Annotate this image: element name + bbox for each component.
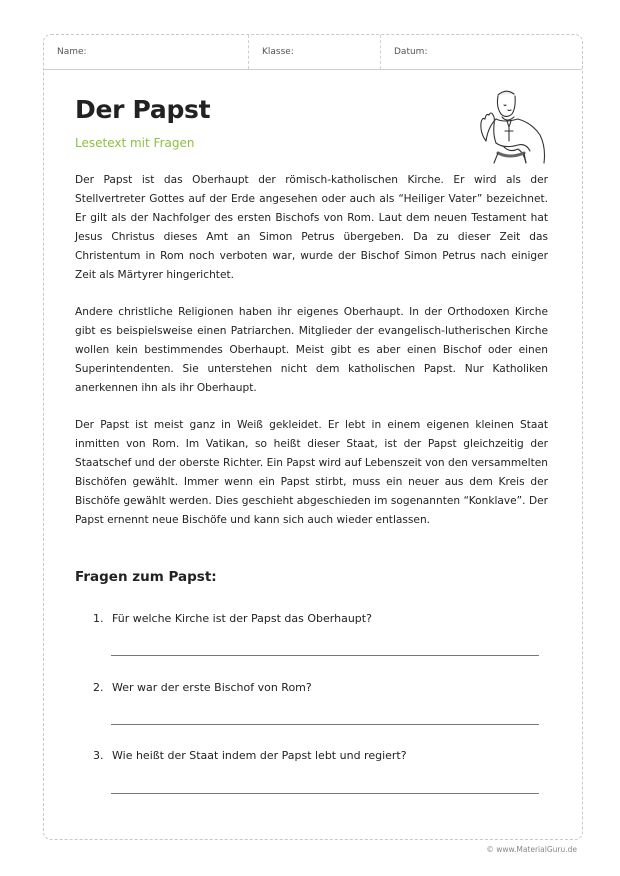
question-number: 2. bbox=[93, 681, 104, 694]
name-field[interactable] bbox=[44, 35, 249, 69]
question-2 bbox=[93, 681, 312, 694]
question-text: Für welche Kirche ist der Papst das Oberhaupt? bbox=[112, 612, 372, 625]
question-text: Wer war der erste Bischof von Rom? bbox=[112, 681, 312, 694]
datum-label: Datum: bbox=[394, 47, 428, 57]
klasse-field[interactable] bbox=[249, 35, 381, 69]
worksheet bbox=[43, 34, 583, 840]
paragraph-3: Der Papst ist meist ganz in Weiß gekleidet. Er lebt in einem eigenen kleinen Staat inmitten von Rom. Im Vatikan, so heißt dieser Staat, ist der Papst gleichzeitig der Staatschef und der oberste Richter. Ein Papst wird auf Lebenszeit von den versammelten Bischöfen gewählt. Immer wenn ein Papst stirbt, muss ein neuer aus dem Kreis der Bischöfe gewählt werden. Dies geschieht abgeschieden im sogenannten “Konklave”. Der Papst ernennt neue Bischöfe und kann sich auch wieder entlassen. bbox=[75, 419, 548, 526]
question-number: 1. bbox=[93, 612, 104, 625]
answer-line-2[interactable] bbox=[111, 724, 539, 725]
pope-icon bbox=[474, 83, 550, 165]
question-3 bbox=[93, 749, 407, 762]
paragraph-1: Der Papst ist das Oberhaupt der römisch-katholischen Kirche. Er wird als der Stellvertreter Gottes auf der Erde angesehen oder auch als “Heiliger Vater” bezeichnet. Er gilt als der Nachfolger des ersten Bischofs von Rom. Laut dem neuen Testament hat Jesus Christus dieses Amt an Simon Petrus übergeben. Da zu dieser Zeit das Christentum in Rom noch verboten war, wurde der Bischof Simon Petrus nach einiger Zeit als Märtyrer hingerichtet. bbox=[75, 174, 548, 281]
copyright-footer: © www.MaterialGuru.de bbox=[486, 845, 577, 854]
name-label: Name: bbox=[57, 47, 87, 57]
question-text: Wie heißt der Staat indem der Papst lebt und regiert? bbox=[112, 749, 407, 762]
paragraph-2: Andere christliche Religionen haben ihr eigenes Oberhaupt. In der Orthodoxen Kirche gibt es beispielsweise einen Patriarchen. Mitglieder der evangelisch-lutherischen Kirche wollen kein bestimmendes Oberhaupt. Meist gibt es aber einen Bischof oder einen Superintendenten. Sie unterstehen nicht dem katholischen Papst. Nur Katholiken anerkennen ihn als ihr Oberhaupt. bbox=[75, 306, 548, 394]
answer-line-3[interactable] bbox=[111, 793, 539, 794]
datum-field[interactable] bbox=[381, 35, 582, 69]
answer-line-1[interactable] bbox=[111, 655, 539, 656]
question-number: 3. bbox=[93, 749, 104, 762]
page-title: Der Papst bbox=[75, 95, 211, 124]
reading-text bbox=[75, 171, 548, 548]
questions-title: Fragen zum Papst: bbox=[75, 569, 217, 585]
question-1 bbox=[93, 612, 372, 625]
klasse-label: Klasse: bbox=[262, 47, 294, 57]
page-subtitle: Lesetext mit Fragen bbox=[75, 136, 195, 150]
student-info-row bbox=[44, 35, 582, 70]
